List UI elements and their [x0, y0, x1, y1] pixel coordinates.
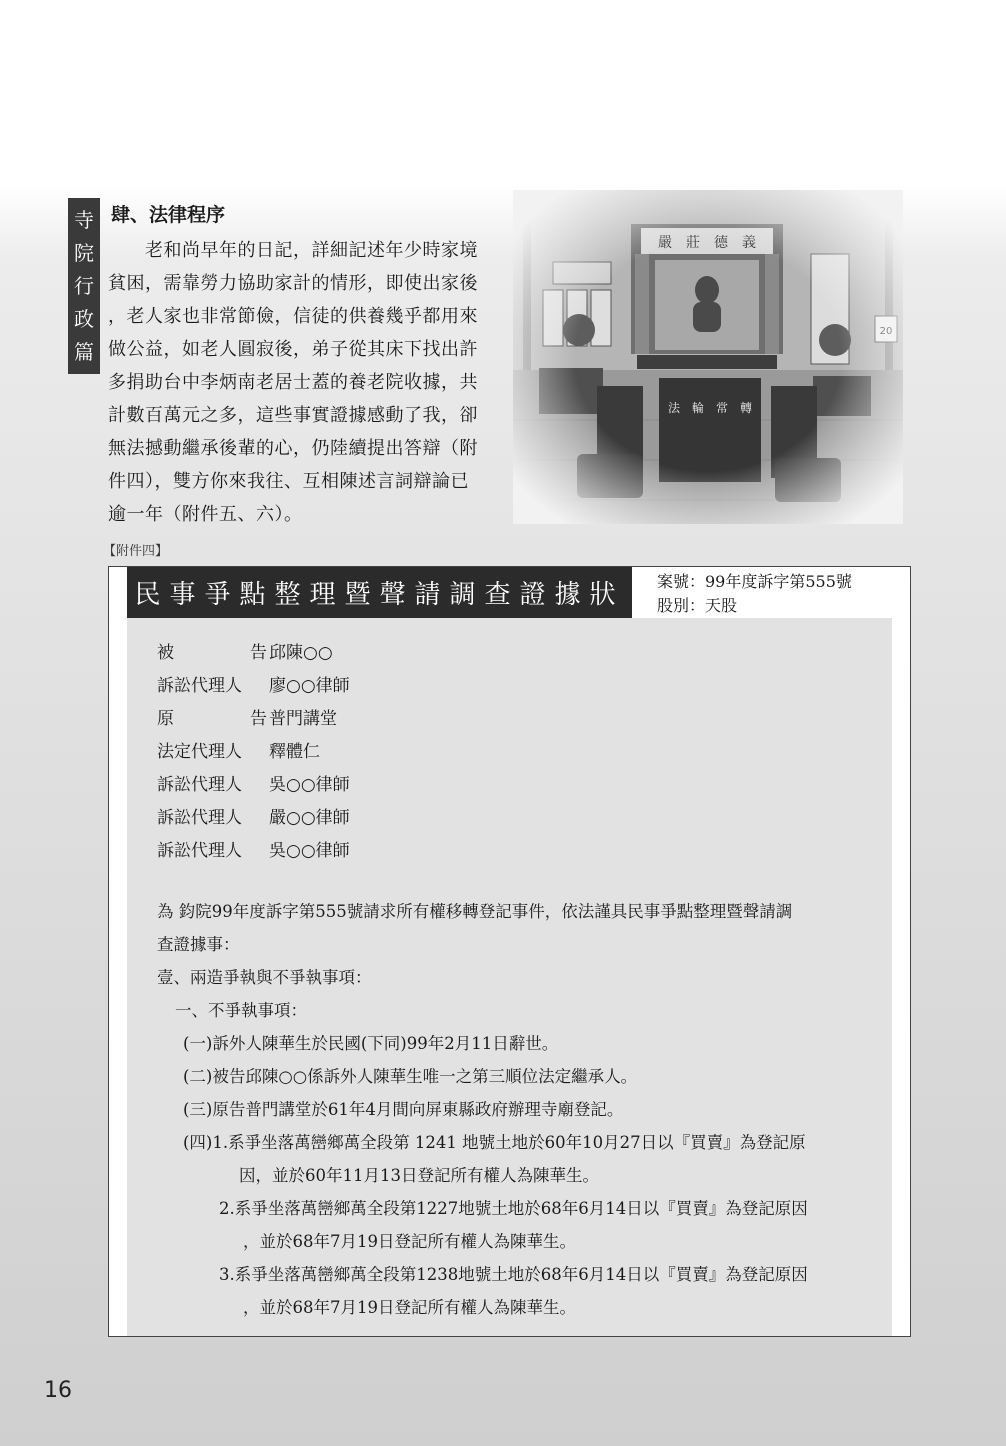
form-body-line: ，並於68年7月19日登記所有權人為陳華生。 — [243, 1298, 576, 1317]
party-role — [157, 770, 267, 795]
party-name: 邱陳○○ — [269, 643, 333, 663]
party-name: 釋體仁 — [269, 742, 320, 762]
party-row — [157, 733, 350, 766]
intro-line: 無法撼動繼承後輩的心，仍陸續提出答辯（附 — [108, 438, 478, 459]
intro-line: 貧困，需靠勞力協助家計的情形，即使出家後 — [108, 273, 478, 294]
party-row — [157, 766, 350, 799]
party-row — [157, 799, 350, 832]
party-role-text: 訴訟代理人 — [157, 808, 242, 828]
form-body-line: 壹、兩造爭執與不爭執事項： — [157, 968, 372, 987]
party-name: 廖○○律師 — [269, 676, 350, 696]
form-body-line: 查證據事： — [157, 935, 240, 954]
section-tab-char: 政 — [74, 306, 94, 331]
form-body-line: ，並於68年7月19日登記所有權人為陳華生。 — [243, 1232, 576, 1251]
party-role-char: 告 — [250, 643, 267, 663]
form-body-line: 2.系爭坐落萬巒鄉萬全段第1227地號土地於68年6月14日以『買賣』為登記原因 — [219, 1199, 808, 1218]
party-name: 普門講堂 — [269, 709, 337, 729]
party-role — [157, 737, 267, 762]
party-role-text: 訴訟代理人 — [157, 775, 242, 795]
party-role — [157, 704, 267, 729]
party-row — [157, 700, 350, 733]
section-tab-char: 篇 — [74, 339, 94, 364]
party-row — [157, 634, 350, 667]
annex-label: 【附件四】 — [103, 544, 169, 559]
form-body-line: 為 鈞院99年度訴字第555號請求所有權移轉登記事件，依法謹具民事爭點整理暨聲請調 — [157, 902, 793, 921]
form-title: 民事爭點整理暨聲請調查證據狀 — [127, 567, 632, 618]
case-number: 案號：99年度訴字第555號 — [657, 572, 852, 591]
legal-form — [108, 566, 911, 1337]
form-body-text — [157, 895, 879, 1324]
intro-line: 做公益，如老人圓寂後，弟子從其床下找出許 — [108, 339, 478, 360]
party-role-text: 訴訟代理人 — [157, 841, 242, 861]
party-row — [157, 667, 350, 700]
party-name: 吳○○律師 — [269, 841, 350, 861]
party-role — [157, 836, 267, 861]
party-role-text: 訴訟代理人 — [157, 676, 242, 696]
form-body-line: 3.系爭坐落萬巒鄉萬全段第1238地號土地於68年6月14日以『買賣』為登記原因 — [219, 1265, 808, 1284]
intro-line: 件四），雙方你來我往、互相陳述言詞辯論已 — [108, 471, 469, 492]
party-role — [157, 803, 267, 828]
party-name: 嚴○○律師 — [269, 808, 350, 828]
party-role — [157, 671, 267, 696]
case-info — [632, 567, 910, 618]
intro-line: 逾一年（附件五、六）。 — [108, 504, 303, 525]
form-body-line: (四)1.系爭坐落萬巒鄉萬全段第 1241 地號土地於60年10月27日以『買賣』為登記原 — [183, 1133, 806, 1152]
intro-line: 老和尚早年的日記，詳細記述年少時家境 — [108, 240, 478, 261]
section-tab-char: 院 — [74, 241, 94, 266]
section-title: 肆、法律程序 — [111, 204, 226, 226]
intro-line: 多捐助台中李炳南老居士蓋的養老院收據，共 — [108, 372, 478, 393]
division: 股別：天股 — [657, 596, 738, 615]
shrine-illustration — [513, 190, 903, 524]
intro-line: ，老人家也非常節儉，信徒的供養幾乎都用來 — [108, 306, 478, 327]
form-body-line: 因，並於60年11月13日登記所有權人為陳華生。 — [239, 1166, 599, 1185]
party-row — [157, 832, 350, 865]
intro-paragraph — [108, 234, 490, 531]
intro-line: 計數百萬元之多，這些事實證據感動了我，卻 — [108, 405, 478, 426]
party-name: 吳○○律師 — [269, 775, 350, 795]
party-role-char: 被 — [157, 643, 174, 663]
party-role-text: 法定代理人 — [157, 742, 242, 762]
form-body-line: (二)被告邱陳○○係訴外人陳華生唯一之第三順位法定繼承人。 — [183, 1067, 638, 1086]
form-body-line: (三)原告普門講堂於61年4月間向屏東縣政府辦理寺廟登記。 — [183, 1100, 624, 1119]
party-role-char: 原 — [157, 709, 174, 729]
section-tab-char: 行 — [74, 273, 94, 298]
party-role-char: 告 — [250, 709, 267, 729]
page-number: 16 — [44, 1378, 72, 1403]
form-body-line: 一、不爭執事項： — [175, 1001, 307, 1020]
party-role — [157, 638, 267, 663]
section-tab-char: 寺 — [74, 208, 94, 233]
form-body-line: (一)訴外人陳華生於民國(下同)99年2月11日辭世。 — [183, 1034, 559, 1053]
shrine-hall-photo — [513, 190, 903, 524]
section-tab — [68, 198, 100, 374]
party-list — [157, 634, 350, 865]
